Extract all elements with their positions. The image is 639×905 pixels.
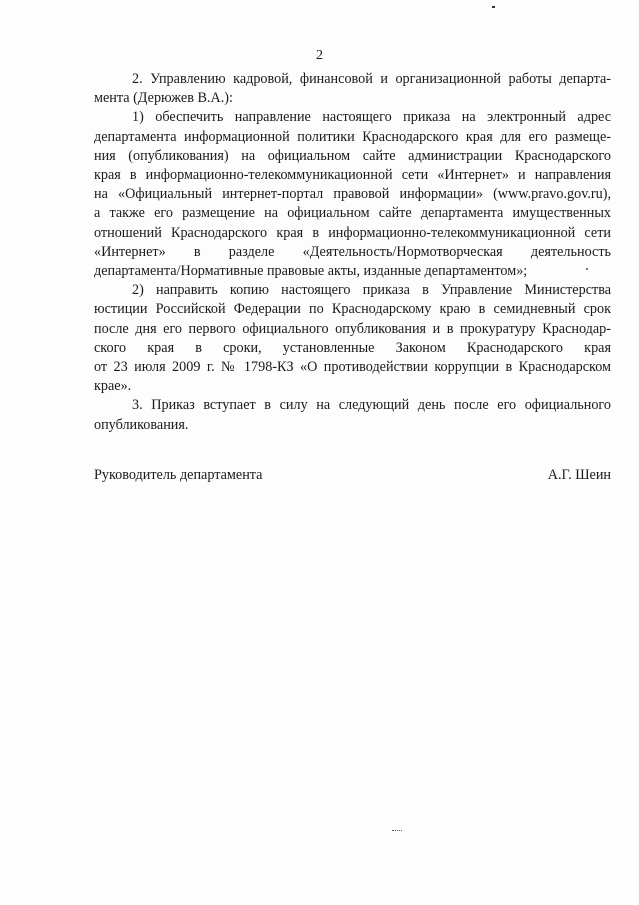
text-line: отношений Краснодарского края в информационно-телекоммуникационной сети — [94, 224, 611, 241]
text-line: «Интернет» в разделе «Деятельность/Нормотворческая деятельность — [94, 243, 611, 260]
text-line: 3. Приказ вступает в силу на следующий день после его официального — [132, 397, 611, 414]
text-line: департамента информационной политики Краснодарского края для его размеще- — [94, 128, 611, 145]
scan-mark — [492, 6, 495, 8]
text-line: 2. Управлению кадровой, финансовой и организационной работы департа- — [132, 71, 611, 87]
signatory-name: А.Г. Шеин — [547, 467, 611, 483]
text-line: от 23 июля 2009 г. № 1798-КЗ «О противодействии коррупции в Краснодарском — [94, 359, 611, 376]
text-line: а также его размещение на официальном сайте департамента имущественных — [94, 205, 611, 222]
paragraph-2 — [94, 108, 611, 281]
text-line: крае». — [94, 378, 132, 395]
text-line: на «Официальный интернет-портал правовой информации» (www.pravo.gov.ru), — [94, 186, 611, 203]
text-line: ния (опубликования) на официальном сайте администрации Краснодарского — [94, 147, 611, 164]
signature-block — [94, 466, 611, 485]
text-line: юстиции Российской Федерации по Краснодарскому краю в семидневный срок — [94, 301, 611, 318]
text-line: после дня его первого официального опубликования и в прокуратуру Краснодар- — [94, 320, 611, 337]
signatory-position: Руководитель департамента — [94, 467, 263, 483]
paragraph-1 — [94, 70, 611, 108]
text-line: 2) направить копию настоящего приказа в Управление Министерства — [132, 282, 611, 299]
text-line: края в информационно-телекоммуникационной сети «Интернет» и направления — [94, 167, 611, 184]
page-number: 2 — [316, 48, 323, 63]
document-body — [94, 70, 611, 435]
text-line: мента (Дерюжев В.А.): — [94, 90, 233, 107]
paragraph-4 — [94, 396, 611, 434]
text-line: департамента/Нормативные правовые акты, изданные департаментом»; — [94, 263, 528, 280]
scan-mark — [392, 830, 402, 833]
text-line: опубликования. — [94, 416, 189, 433]
scan-mark — [586, 268, 588, 270]
text-line: 1) обеспечить направление настоящего приказа на электронный адрес — [132, 109, 611, 126]
text-line: ского края в сроки, установленные Законом Краснодарского края — [94, 339, 611, 356]
paragraph-3 — [94, 281, 611, 396]
